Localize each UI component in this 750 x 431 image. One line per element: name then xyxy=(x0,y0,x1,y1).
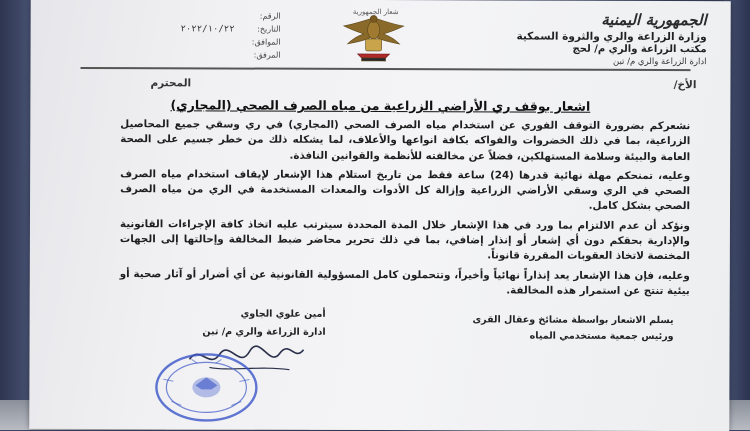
ref-number-row xyxy=(91,9,281,23)
corresponding-label: الموافق: xyxy=(251,37,281,47)
honorific: المحترم xyxy=(150,77,192,90)
letter-page xyxy=(29,0,730,431)
letterhead xyxy=(487,10,707,67)
signatory-title: ادارة الزراعة والري م/ تبن xyxy=(202,326,326,338)
body-paragraph: ونؤكد أن عدم الالتزام بما ورد في هذا الإشعار خلال المدة المحددة سيترتب عليه اتخاذ كافة الإجراءات القانونية والإدارية بحقكم دون أي إشعار أو إنذار إضافي، بما في ذلك تحرير محاضر ضبط المخالفة وإحالتها إلى الجهات المختصة لاتخاذ العقوبات المقررة قانوناً. xyxy=(119,217,690,263)
subject-heading: اشعار بوقف ري الأراضي الزراعية من مياه الصرف الصحي (المجاري) xyxy=(170,97,591,114)
date-value: ٢٠٢٢/١٠/٢٢ xyxy=(180,23,235,34)
reference-block xyxy=(91,9,281,62)
signatory-name: أمين علوي الجاوي xyxy=(240,308,326,320)
body-paragraph: وعليه، فإن هذا الإشعار يعد إنذاراً نهائياً وأخيراً، وتتحملون كامل المسؤولية القانونية عن أي أضرار أو آثار صحية أو بيئية تنتج عن استمرار هذه المخالفة. xyxy=(119,267,690,298)
emblem-caption: شعار الجمهورية xyxy=(352,7,399,17)
date-row xyxy=(91,22,281,36)
body-paragraph: نشعركم بضرورة التوقف الفوري عن استخدام مياه الصرف الصحي (المجاري) في ري وسقي جميع المحاصيل الزراعية، بما في ذلك الخضروات والفواكه بكافة انواعها والأعلاف، لما يشكله ذلك من خطر جسيم على الصحة العامة والبيئة وسلامة المستهلكين، فضلاً عن مخالفته للأنظمة والقوانين النافذة. xyxy=(120,118,691,163)
body-paragraph: وعليه، تمنحكم مهلة نهائية قدرها (24) ساعة فقط من تاريخ استلام هذا الإشعار لإيقاف استخدام مياه الصرف الصحي في الري وسقي الأراضي الزراعية وإزالة كل الأدوات والمعدات المستخدمة في الري من مياه الصرف الصحي بشكل كامل. xyxy=(120,167,691,213)
corresponding-row xyxy=(91,35,281,49)
header-divider xyxy=(81,67,691,71)
addressee-label: الأخ/ xyxy=(673,79,697,92)
official-stamp-icon xyxy=(151,349,261,424)
office-name: مكتب الزراعة والري م/ لحج xyxy=(572,43,707,56)
letter-body xyxy=(120,117,691,303)
delivery-line: ورئيس جمعية مستخدمي المياه xyxy=(529,330,674,343)
republic-title: الجمهورية اليمنية xyxy=(601,10,707,30)
date-label: التاريخ: xyxy=(257,24,281,34)
delivery-line: يسلم الاشعار بواسطة مشائخ وعقال القرى xyxy=(472,314,674,327)
ministry-name: وزارة الزراعة والري والثروة السمكية xyxy=(516,30,707,44)
delivery-note xyxy=(472,312,673,345)
attachments-row xyxy=(91,48,281,62)
attachments-label: المرفق: xyxy=(253,50,281,60)
department-name: ادارة الزراعة والري م/ تبن xyxy=(612,56,707,68)
ref-number-label: الرقم: xyxy=(259,11,281,21)
signature-block xyxy=(136,305,326,342)
